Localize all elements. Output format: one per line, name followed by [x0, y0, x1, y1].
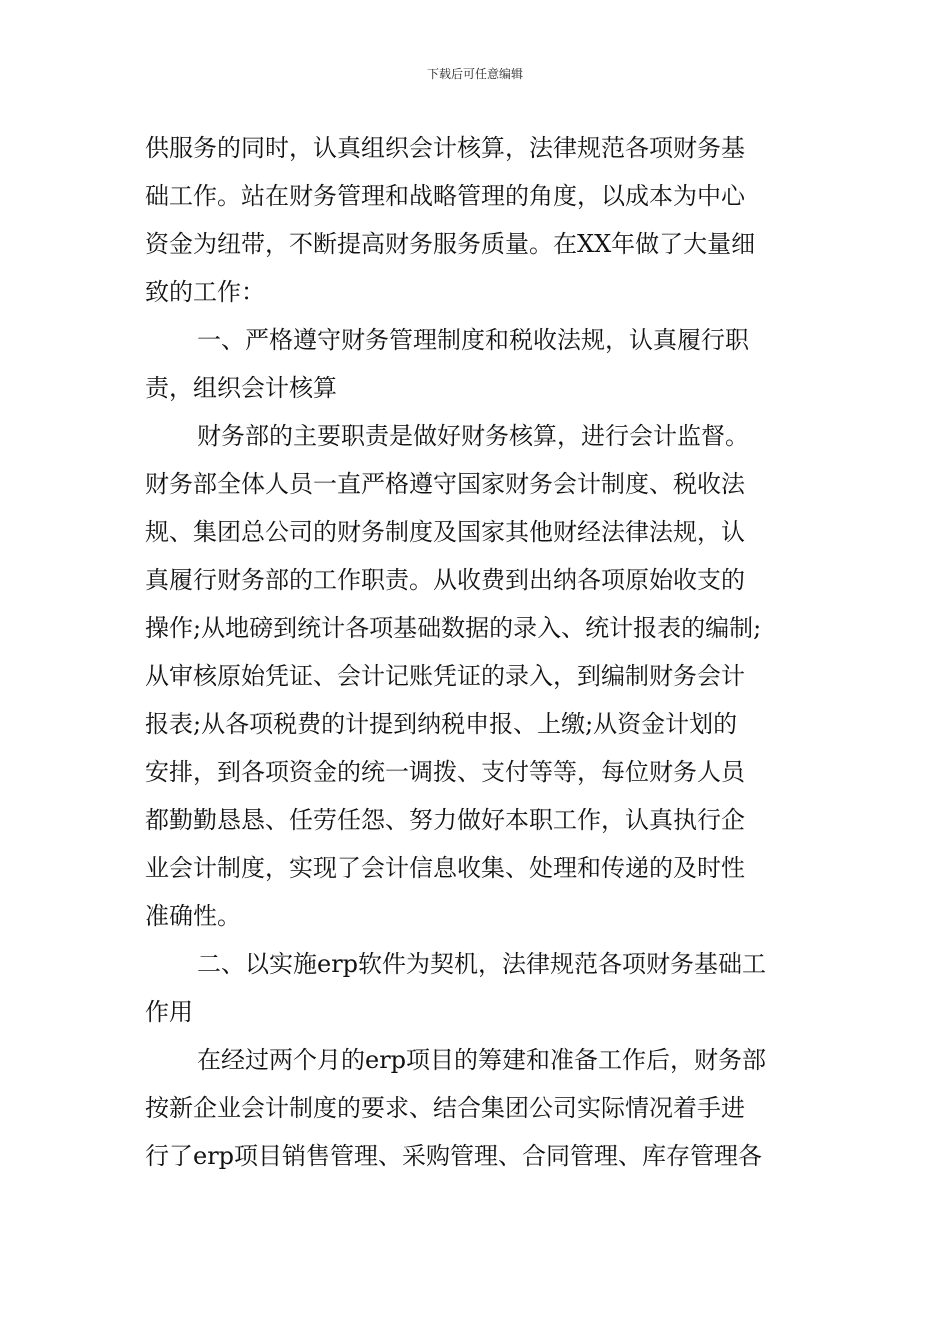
text-line: 一、严格遵守财务管理制度和税收法规，认真履行职: [197, 326, 749, 354]
text-line: 准确性。: [145, 902, 241, 930]
text-line: 财务部的主要职责是做好财务核算，进行会计监督。: [197, 422, 749, 450]
text-line: 致的工作：: [145, 278, 265, 306]
text-line: 安排，到各项资金的统一调拨、支付等等，每位财务人员: [145, 758, 745, 786]
text-line: 操作;从地磅到统计各项基础数据的录入、统计报表的编制;: [145, 614, 762, 642]
text-line: 按新企业会计制度的要求、结合集团公司实际情况着手进: [145, 1094, 745, 1122]
text-line: 都勤勤恳恳、任劳任怨、努力做好本职工作，认真执行企: [145, 806, 745, 834]
text-line: 供服务的同时，认真组织会计核算，法律规范各项财务基: [145, 134, 745, 162]
text-line: 二、以实施erp软件为契机，法律规范各项财务基础工: [197, 950, 767, 978]
text-line: 责，组织会计核算: [145, 374, 337, 402]
text-line: 报表;从各项税费的计提到纳税申报、上缴;从资金计划的: [145, 710, 738, 738]
text-line: 从审核原始凭证、会计记账凭证的录入，到编制财务会计: [145, 662, 745, 690]
text-line: 作用: [145, 998, 193, 1026]
text-line: 资金为纽带，不断提高财务服务质量。在XX年做了大量细: [145, 230, 756, 258]
text-line: 在经过两个月的erp项目的筹建和准备工作后，财务部: [197, 1046, 767, 1074]
text-line: 财务部全体人员一直严格遵守国家财务会计制度、税收法: [145, 470, 745, 498]
text-line: 础工作。站在财务管理和战略管理的角度，以成本为中心: [145, 182, 745, 210]
text-line: 真履行财务部的工作职责。从收费到出纳各项原始收支的: [145, 566, 745, 594]
document-body: [145, 124, 810, 1180]
text-line: 行了erp项目销售管理、采购管理、合同管理、库存管理各: [145, 1142, 763, 1170]
page-header: 下载后可任意编辑: [426, 67, 523, 81]
text-line: 规、集团总公司的财务制度及国家其他财经法律法规，认: [145, 518, 745, 546]
text-line: 业会计制度，实现了会计信息收集、处理和传递的及时性: [145, 854, 745, 882]
